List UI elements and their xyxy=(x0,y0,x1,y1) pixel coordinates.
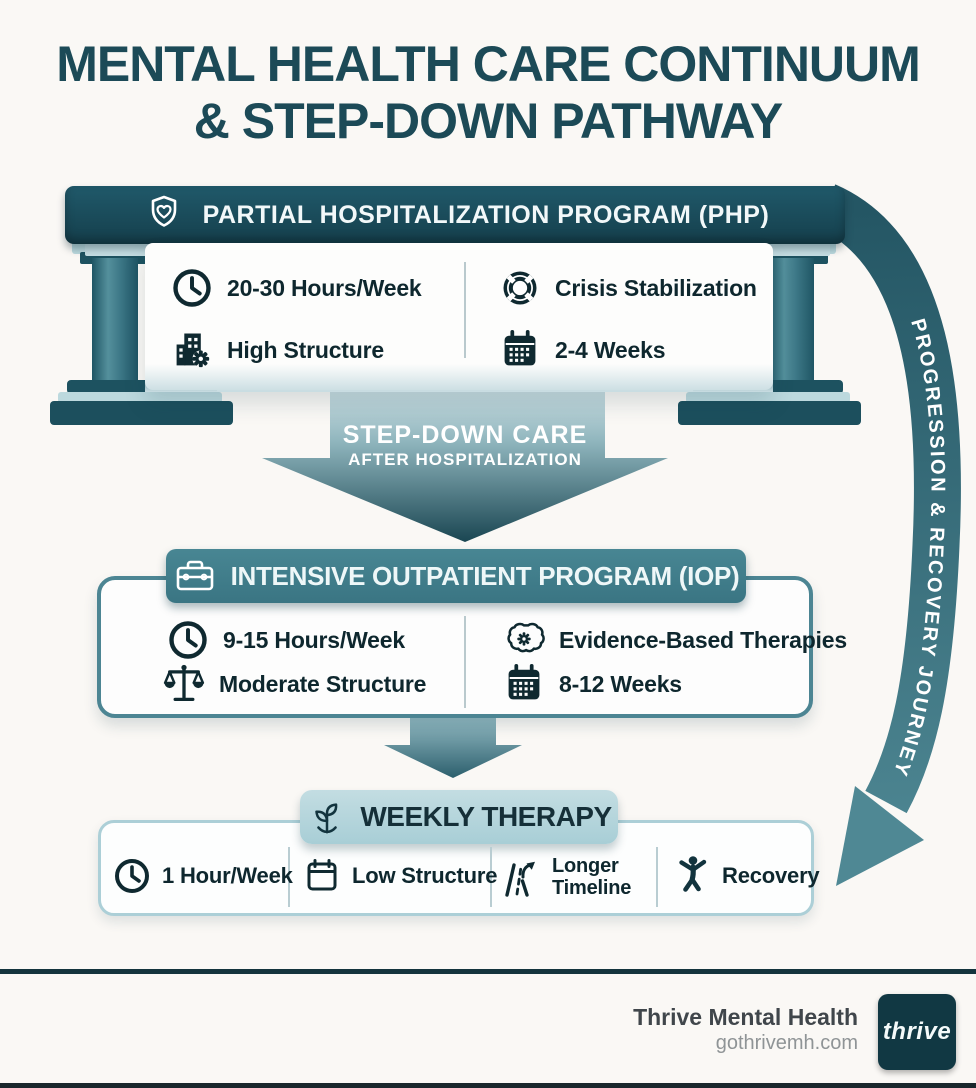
item-label: 8-12 Weeks xyxy=(559,670,682,697)
sprout-icon xyxy=(306,796,348,838)
iop-item-structure xyxy=(162,660,426,708)
pillar-shaft xyxy=(92,258,138,384)
pillar-plinth xyxy=(678,401,861,425)
clock-icon xyxy=(166,618,210,662)
item-label: Recovery xyxy=(722,863,820,888)
building-gear-icon xyxy=(170,328,214,372)
footer-website: gothrivemh.com xyxy=(715,1032,858,1054)
php-item-duration xyxy=(498,326,665,374)
iop-item-therapies xyxy=(502,616,847,664)
item-label: 9-15 Hours/Week xyxy=(223,626,405,653)
step-down-label: STEP-DOWN CARE xyxy=(342,421,588,449)
person-jumping-icon xyxy=(672,854,712,898)
php-item-structure xyxy=(170,326,384,374)
step-down-sublabel: AFTER HOSPITALIZATION xyxy=(348,450,582,469)
item-label: Crisis Stabilization xyxy=(555,274,757,301)
iop-header-label: INTENSIVE OUTPATIENT PROGRAM (IOP) xyxy=(230,560,740,591)
brain-gear-icon xyxy=(502,619,546,661)
shield-heart-icon xyxy=(141,192,187,238)
item-label: Longer Timeline xyxy=(552,855,632,899)
footer-divider xyxy=(0,969,976,974)
weekly-item-structure xyxy=(302,852,497,900)
calendar-icon xyxy=(502,662,546,706)
scales-icon xyxy=(162,662,206,706)
thrive-logo xyxy=(878,994,956,1070)
php-header-label: PARTIAL HOSPITALIZATION PROGRAM (PHP) xyxy=(202,200,770,229)
item-label: High Structure xyxy=(227,336,384,363)
thrive-logo-text: thrive xyxy=(882,1018,952,1045)
item-label: 20-30 Hours/Week xyxy=(227,274,422,301)
calendar-icon xyxy=(498,328,542,372)
footer-brand: Thrive Mental Health xyxy=(633,1004,858,1030)
life-ring-icon xyxy=(498,266,542,310)
weekly-header-label: WEEKLY THERAPY xyxy=(360,801,612,832)
item-label: 1 Hour/Week xyxy=(162,863,293,888)
clock-icon xyxy=(112,856,152,896)
page-title-line1: MENTAL HEALTH CARE CONTINUUM xyxy=(56,36,920,92)
briefcase-icon xyxy=(173,556,217,596)
pillar-plinth xyxy=(50,401,233,425)
iop-item-duration xyxy=(502,660,682,708)
php-item-hours xyxy=(170,264,422,312)
item-label: Moderate Structure xyxy=(219,670,427,697)
weekly-divider xyxy=(656,847,658,907)
php-header xyxy=(65,186,845,244)
php-item-crisis xyxy=(498,264,757,312)
clock-icon xyxy=(170,266,214,310)
item-label: Low Structure xyxy=(352,863,498,888)
weekly-header xyxy=(300,790,618,844)
page-title-line2: & STEP-DOWN PATHWAY xyxy=(193,93,783,149)
page-title xyxy=(0,36,976,150)
iop-item-hours xyxy=(166,616,405,664)
item-label: 2-4 Weeks xyxy=(555,336,666,363)
item-label: Evidence-Based Therapies xyxy=(559,626,847,653)
weekly-item-hours xyxy=(112,852,293,900)
journey-label: PROGRESSION & RECOVERY JOURNEY xyxy=(887,316,949,781)
page-bottom-rule xyxy=(0,1083,976,1088)
iop-divider xyxy=(464,616,466,708)
road-arrow-icon xyxy=(498,854,542,900)
iop-header xyxy=(166,549,746,603)
weekly-item-timeline xyxy=(498,846,646,908)
weekly-item-recovery xyxy=(672,852,819,900)
calendar-outline-icon xyxy=(302,856,342,896)
pillar-shaft xyxy=(768,258,814,384)
php-divider xyxy=(464,262,466,358)
